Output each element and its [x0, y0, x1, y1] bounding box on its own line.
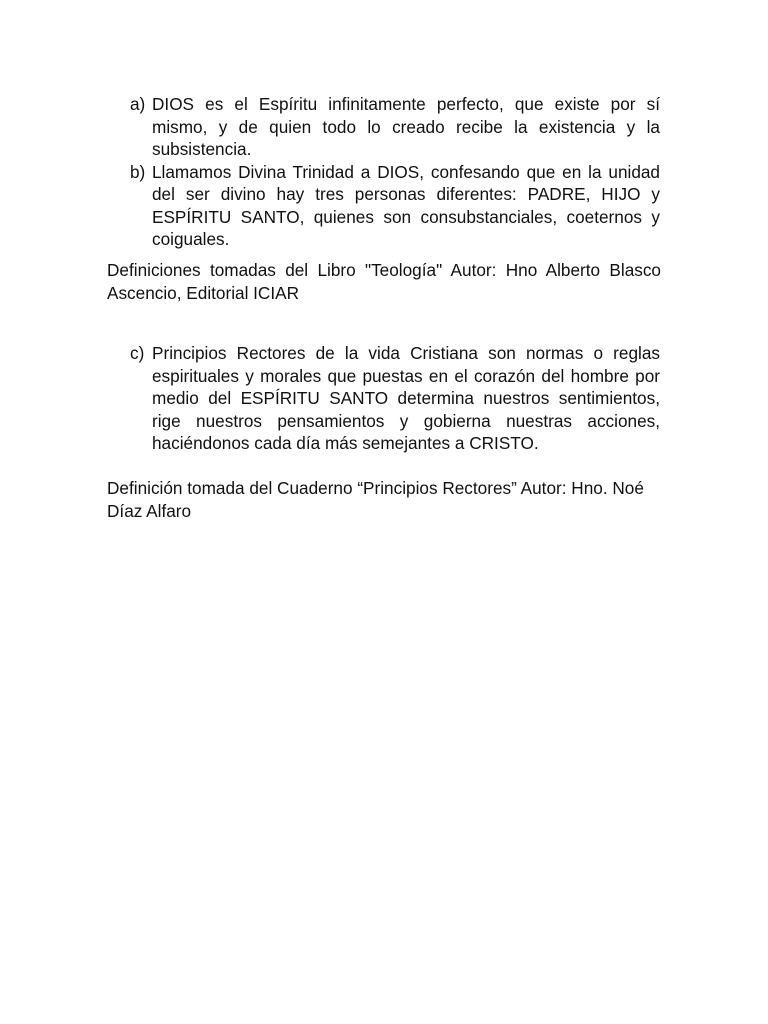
definitions-list-first: [130, 93, 660, 251]
list-item-text: Llamamos Divina Trinidad a DIOS, confesando que en la unidad del ser divino hay tres personas diferentes: PADRE, HIJO y ESPÍRITU SANTO, quienes son consubstanciales, coeternos y coiguales.: [152, 161, 660, 249]
definitions-list-second: [130, 342, 660, 455]
list-marker: c): [130, 343, 145, 363]
list-marker: b): [130, 161, 146, 182]
list-item-b: [130, 161, 660, 251]
source-note-second: Definición tomada del Cuaderno “Principios Rectores” Autor: Hno. Noé Díaz Alfaro: [107, 478, 644, 521]
list-item-text: Principios Rectores de la vida Cristiana son normas o reglas espirituales y morales que puestas en el corazón del hombre por medio del ESPÍRITU SANTO determina nuestros sentimientos, rige nuestros pensamientos y gobierna nuestras acciones, haciéndonos cada día más semejantes a CRISTO.: [152, 343, 660, 453]
source-note-first: Definiciones tomadas del Libro "Teología" Autor: Hno Alberto Blasco Ascencio, Editorial ICIAR: [107, 260, 661, 303]
list-item-text: DIOS es el Espíritu infinitamente perfecto, que existe por sí mismo, y de quien todo lo creado recibe la existencia y la subsistencia.: [152, 94, 660, 159]
list-item-a: [130, 93, 660, 161]
list-marker: a): [130, 94, 146, 114]
list-item-c: [130, 342, 660, 455]
